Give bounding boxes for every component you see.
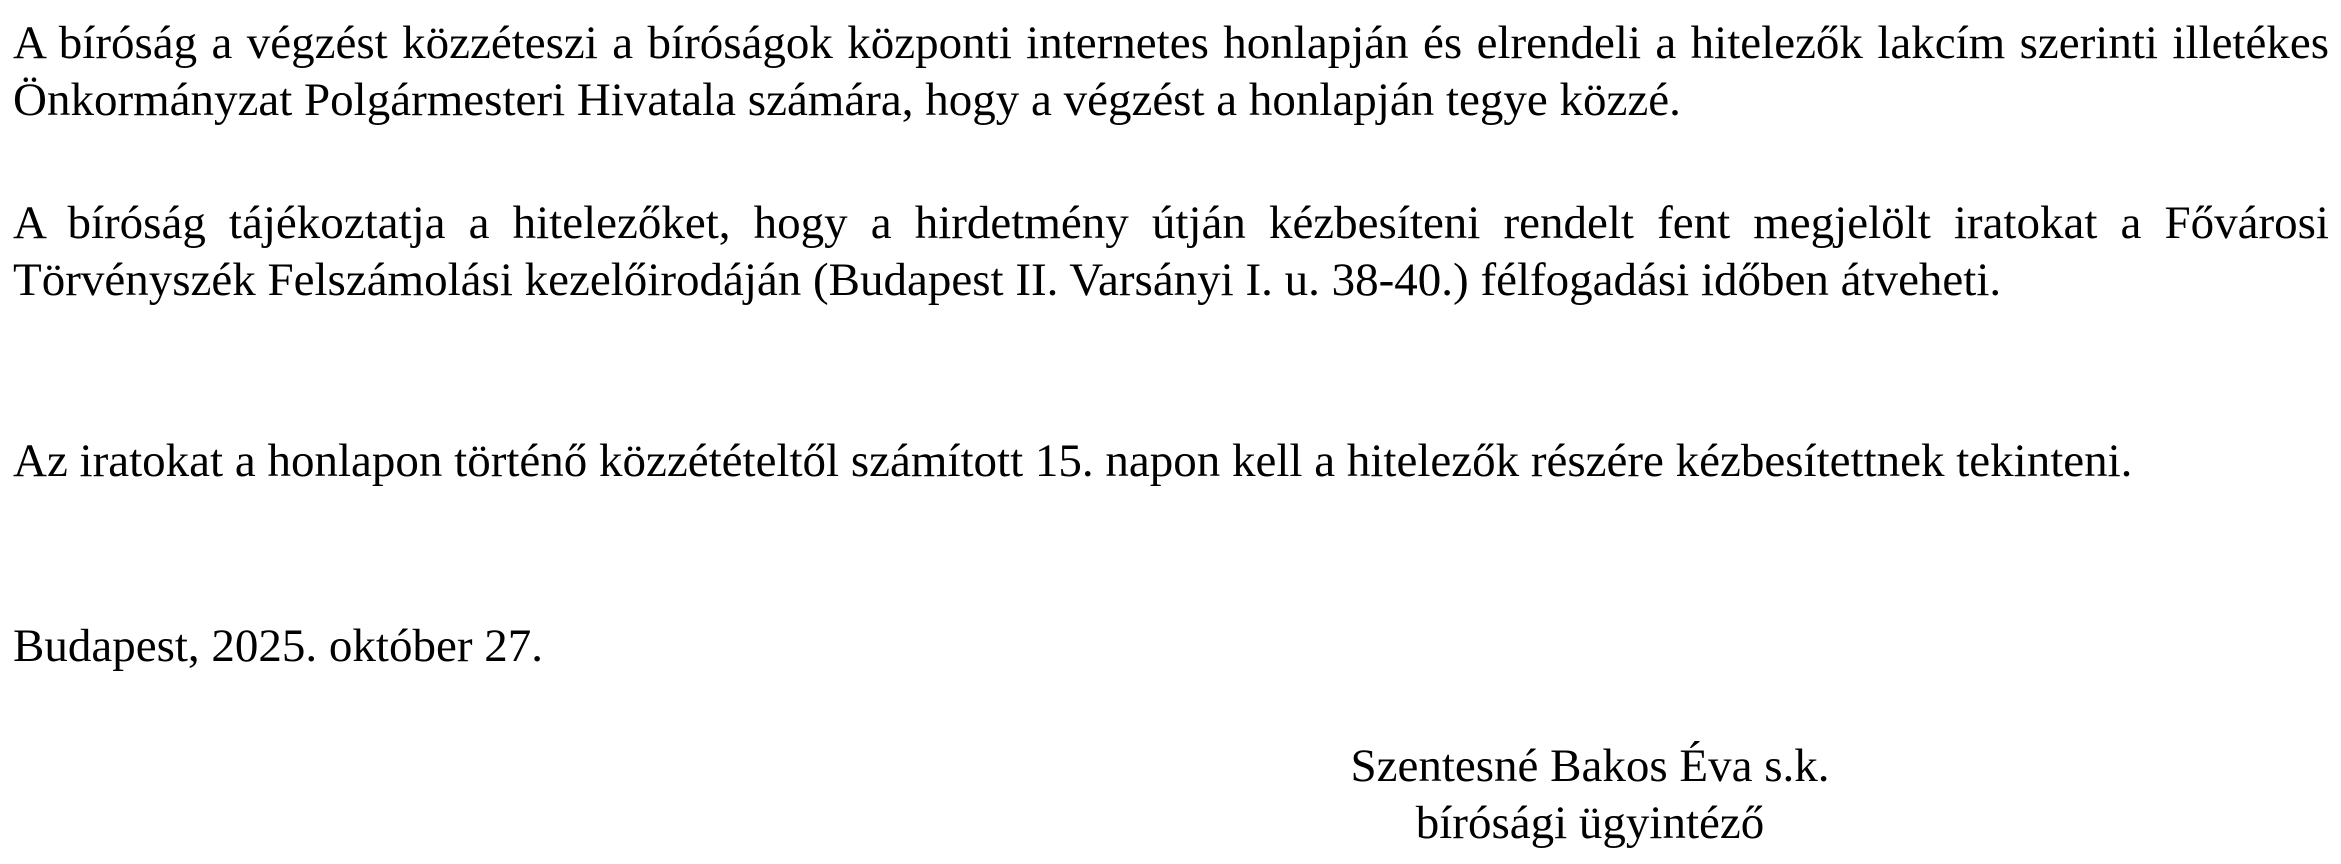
paragraph-publication-order: A bíróság a végzést közzéteszi a bíróságok központi internetes honlapján és elrendeli a hitelezők lakcím szerinti illetékes Önkormányzat Polgármesteri Hivatala számára, hogy a végzést a honlapján tegye közzé.	[13, 17, 2329, 126]
paragraph-delivery-deadline: Az iratokat a honlapon történő közzétételtől számított 15. napon kell a hitelezők részére kézbesítettnek tekinteni.	[13, 435, 2133, 487]
signatory-name: Szentesné Bakos Éva s.k.	[1350, 740, 1830, 792]
signatory-title: bírósági ügyintéző	[1415, 797, 1765, 849]
place-and-date: Budapest, 2025. október 27.	[13, 620, 543, 672]
signature-block	[1310, 738, 1870, 852]
paragraph-creditor-notice: A bíróság tájékoztatja a hitelezőket, hogy a hirdetmény útján kézbesíteni rendelt fent megjelölt iratokat a Fővárosi Törvényszék Felszámolási kezelőirodáján (Budapest II. Varsányi I. u. 38-40.) félfogadási időben átveheti.	[13, 197, 2329, 306]
